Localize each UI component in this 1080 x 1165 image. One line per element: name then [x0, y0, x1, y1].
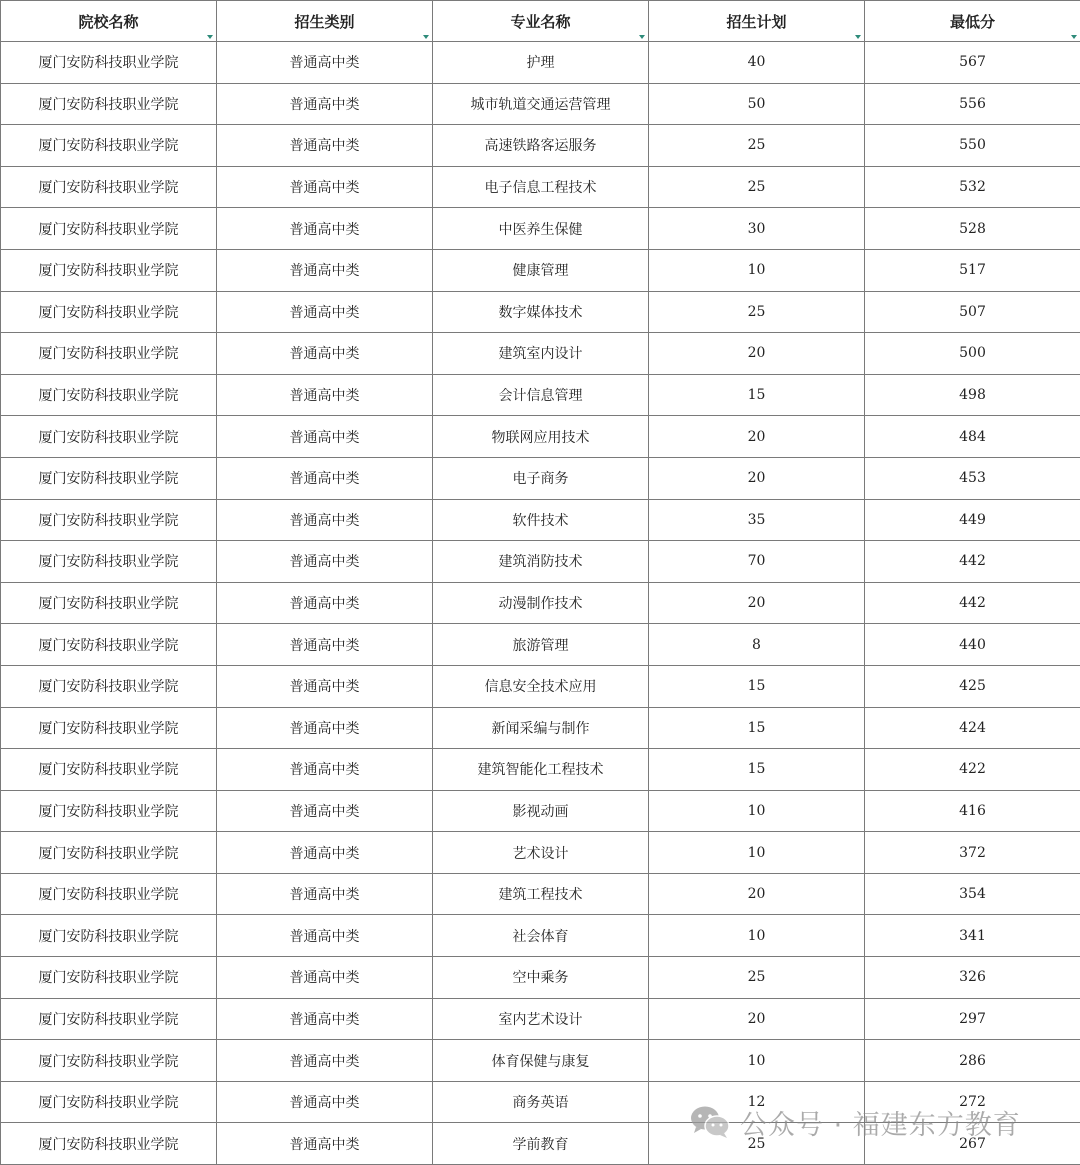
filter-dropdown-icon[interactable] — [638, 31, 646, 39]
cell-major: 数字媒体技术 — [433, 291, 649, 333]
header-label: 院校名称 — [78, 12, 139, 31]
cell-plan: 8 — [649, 624, 865, 666]
filter-dropdown-icon[interactable] — [422, 31, 430, 39]
cell-plan: 20 — [649, 873, 865, 915]
cell-min-score: 286 — [865, 1040, 1080, 1082]
cell-min-score: 416 — [865, 790, 1080, 832]
cell-min-score: 297 — [865, 998, 1080, 1040]
cell-major: 影视动画 — [433, 790, 649, 832]
header-label: 专业名称 — [510, 12, 571, 31]
cell-major: 艺术设计 — [433, 832, 649, 874]
filter-dropdown-icon[interactable] — [1070, 31, 1078, 39]
cell-plan: 25 — [649, 166, 865, 208]
header-label: 最低分 — [949, 12, 995, 31]
table-row — [1, 457, 1080, 499]
table-row — [1, 208, 1080, 250]
table-row — [1, 915, 1080, 957]
cell-school: 厦门安防科技职业学院 — [1, 83, 217, 125]
cell-plan: 12 — [649, 1081, 865, 1123]
cell-major: 电子商务 — [433, 457, 649, 499]
table-body — [1, 42, 1080, 1165]
cell-major: 软件技术 — [433, 499, 649, 541]
header-category — [217, 1, 433, 42]
cell-category: 普通高中类 — [217, 624, 433, 666]
cell-school: 厦门安防科技职业学院 — [1, 1081, 217, 1123]
cell-major: 健康管理 — [433, 249, 649, 291]
cell-min-score: 532 — [865, 166, 1080, 208]
cell-min-score: 484 — [865, 416, 1080, 458]
cell-plan: 25 — [649, 125, 865, 167]
cell-plan: 25 — [649, 957, 865, 999]
table-row — [1, 1123, 1080, 1165]
header-min-score — [865, 1, 1080, 42]
table-row — [1, 1081, 1080, 1123]
cell-plan: 10 — [649, 249, 865, 291]
table-row — [1, 333, 1080, 375]
table-row — [1, 582, 1080, 624]
cell-category: 普通高中类 — [217, 915, 433, 957]
cell-plan: 20 — [649, 333, 865, 375]
header-label: 招生类别 — [294, 12, 355, 31]
cell-major: 室内艺术设计 — [433, 998, 649, 1040]
header-major — [433, 1, 649, 42]
filter-dropdown-icon[interactable] — [206, 31, 214, 39]
cell-major: 护理 — [433, 42, 649, 84]
cell-school: 厦门安防科技职业学院 — [1, 1040, 217, 1082]
table-row — [1, 832, 1080, 874]
cell-min-score: 267 — [865, 1123, 1080, 1165]
cell-plan: 15 — [649, 665, 865, 707]
cell-plan: 25 — [649, 1123, 865, 1165]
cell-school: 厦门安防科技职业学院 — [1, 499, 217, 541]
cell-plan: 30 — [649, 208, 865, 250]
table-row — [1, 998, 1080, 1040]
cell-min-score: 442 — [865, 582, 1080, 624]
cell-school: 厦门安防科技职业学院 — [1, 582, 217, 624]
header-plan — [649, 1, 865, 42]
table-row — [1, 790, 1080, 832]
cell-min-score: 507 — [865, 291, 1080, 333]
cell-plan: 15 — [649, 707, 865, 749]
cell-major: 中医养生保健 — [433, 208, 649, 250]
cell-major: 城市轨道交通运营管理 — [433, 83, 649, 125]
cell-category: 普通高中类 — [217, 83, 433, 125]
cell-min-score: 449 — [865, 499, 1080, 541]
cell-category: 普通高中类 — [217, 208, 433, 250]
cell-school: 厦门安防科技职业学院 — [1, 749, 217, 791]
table-row — [1, 166, 1080, 208]
cell-major: 建筑工程技术 — [433, 873, 649, 915]
cell-min-score: 272 — [865, 1081, 1080, 1123]
cell-min-score: 354 — [865, 873, 1080, 915]
cell-category: 普通高中类 — [217, 499, 433, 541]
cell-category: 普通高中类 — [217, 1123, 433, 1165]
cell-school: 厦门安防科技职业学院 — [1, 790, 217, 832]
cell-school: 厦门安防科技职业学院 — [1, 166, 217, 208]
cell-min-score: 498 — [865, 374, 1080, 416]
cell-major: 社会体育 — [433, 915, 649, 957]
cell-major: 信息安全技术应用 — [433, 665, 649, 707]
cell-school: 厦门安防科技职业学院 — [1, 457, 217, 499]
cell-school: 厦门安防科技职业学院 — [1, 249, 217, 291]
cell-major: 高速铁路客运服务 — [433, 125, 649, 167]
cell-plan: 20 — [649, 998, 865, 1040]
cell-plan: 35 — [649, 499, 865, 541]
cell-category: 普通高中类 — [217, 1040, 433, 1082]
cell-major: 体育保健与康复 — [433, 1040, 649, 1082]
cell-major: 物联网应用技术 — [433, 416, 649, 458]
cell-min-score: 326 — [865, 957, 1080, 999]
cell-plan: 20 — [649, 582, 865, 624]
cell-category: 普通高中类 — [217, 832, 433, 874]
cell-school: 厦门安防科技职业学院 — [1, 374, 217, 416]
cell-school: 厦门安防科技职业学院 — [1, 416, 217, 458]
cell-category: 普通高中类 — [217, 457, 433, 499]
cell-school: 厦门安防科技职业学院 — [1, 957, 217, 999]
cell-school: 厦门安防科技职业学院 — [1, 291, 217, 333]
cell-min-score: 424 — [865, 707, 1080, 749]
cell-category: 普通高中类 — [217, 749, 433, 791]
cell-category: 普通高中类 — [217, 790, 433, 832]
cell-school: 厦门安防科技职业学院 — [1, 541, 217, 583]
header-row — [1, 1, 1080, 42]
cell-school: 厦门安防科技职业学院 — [1, 915, 217, 957]
cell-major: 学前教育 — [433, 1123, 649, 1165]
cell-min-score: 528 — [865, 208, 1080, 250]
cell-school: 厦门安防科技职业学院 — [1, 624, 217, 666]
table-row — [1, 707, 1080, 749]
cell-school: 厦门安防科技职业学院 — [1, 707, 217, 749]
cell-plan: 15 — [649, 374, 865, 416]
cell-major: 新闻采编与制作 — [433, 707, 649, 749]
cell-category: 普通高中类 — [217, 665, 433, 707]
cell-plan: 10 — [649, 1040, 865, 1082]
table-row — [1, 873, 1080, 915]
cell-min-score: 341 — [865, 915, 1080, 957]
cell-category: 普通高中类 — [217, 333, 433, 375]
cell-category: 普通高中类 — [217, 541, 433, 583]
cell-major: 会计信息管理 — [433, 374, 649, 416]
cell-school: 厦门安防科技职业学院 — [1, 333, 217, 375]
cell-school: 厦门安防科技职业学院 — [1, 1123, 217, 1165]
cell-major: 旅游管理 — [433, 624, 649, 666]
cell-min-score: 440 — [865, 624, 1080, 666]
cell-min-score: 372 — [865, 832, 1080, 874]
cell-category: 普通高中类 — [217, 249, 433, 291]
cell-plan: 10 — [649, 915, 865, 957]
cell-plan: 10 — [649, 832, 865, 874]
cell-school: 厦门安防科技职业学院 — [1, 125, 217, 167]
cell-school: 厦门安防科技职业学院 — [1, 873, 217, 915]
table-row — [1, 83, 1080, 125]
cell-category: 普通高中类 — [217, 998, 433, 1040]
table-row — [1, 624, 1080, 666]
cell-plan: 20 — [649, 457, 865, 499]
cell-category: 普通高中类 — [217, 42, 433, 84]
cell-major: 商务英语 — [433, 1081, 649, 1123]
cell-min-score: 556 — [865, 83, 1080, 125]
cell-plan: 40 — [649, 42, 865, 84]
cell-major: 建筑智能化工程技术 — [433, 749, 649, 791]
cell-category: 普通高中类 — [217, 1081, 433, 1123]
cell-school: 厦门安防科技职业学院 — [1, 665, 217, 707]
cell-min-score: 442 — [865, 541, 1080, 583]
table-row — [1, 1040, 1080, 1082]
cell-min-score: 550 — [865, 125, 1080, 167]
cell-min-score: 453 — [865, 457, 1080, 499]
cell-category: 普通高中类 — [217, 291, 433, 333]
header-school — [1, 1, 217, 42]
cell-major: 建筑消防技术 — [433, 541, 649, 583]
cell-category: 普通高中类 — [217, 582, 433, 624]
cell-category: 普通高中类 — [217, 125, 433, 167]
table-row — [1, 541, 1080, 583]
cell-major: 电子信息工程技术 — [433, 166, 649, 208]
table-row — [1, 416, 1080, 458]
cell-min-score: 422 — [865, 749, 1080, 791]
table-row — [1, 291, 1080, 333]
table-row — [1, 499, 1080, 541]
cell-school: 厦门安防科技职业学院 — [1, 998, 217, 1040]
table-row — [1, 957, 1080, 999]
cell-school: 厦门安防科技职业学院 — [1, 208, 217, 250]
table-row — [1, 42, 1080, 84]
cell-category: 普通高中类 — [217, 166, 433, 208]
cell-plan: 70 — [649, 541, 865, 583]
cell-min-score: 500 — [865, 333, 1080, 375]
header-label: 招生计划 — [726, 12, 787, 31]
cell-school: 厦门安防科技职业学院 — [1, 42, 217, 84]
cell-category: 普通高中类 — [217, 707, 433, 749]
cell-min-score: 517 — [865, 249, 1080, 291]
cell-plan: 20 — [649, 416, 865, 458]
table-row — [1, 125, 1080, 167]
cell-major: 空中乘务 — [433, 957, 649, 999]
cell-category: 普通高中类 — [217, 374, 433, 416]
cell-category: 普通高中类 — [217, 957, 433, 999]
cell-plan: 50 — [649, 83, 865, 125]
cell-plan: 10 — [649, 790, 865, 832]
cell-category: 普通高中类 — [217, 873, 433, 915]
watermark-text: 公众号 · 福建东方教育 — [740, 1109, 1021, 1141]
table-row — [1, 374, 1080, 416]
filter-dropdown-icon[interactable] — [854, 31, 862, 39]
cell-min-score: 567 — [865, 42, 1080, 84]
cell-min-score: 425 — [865, 665, 1080, 707]
cell-category: 普通高中类 — [217, 416, 433, 458]
cell-plan: 25 — [649, 291, 865, 333]
cell-school: 厦门安防科技职业学院 — [1, 832, 217, 874]
table-row — [1, 249, 1080, 291]
cell-major: 建筑室内设计 — [433, 333, 649, 375]
table-row — [1, 749, 1080, 791]
table-row — [1, 665, 1080, 707]
cell-major: 动漫制作技术 — [433, 582, 649, 624]
cell-plan: 15 — [649, 749, 865, 791]
